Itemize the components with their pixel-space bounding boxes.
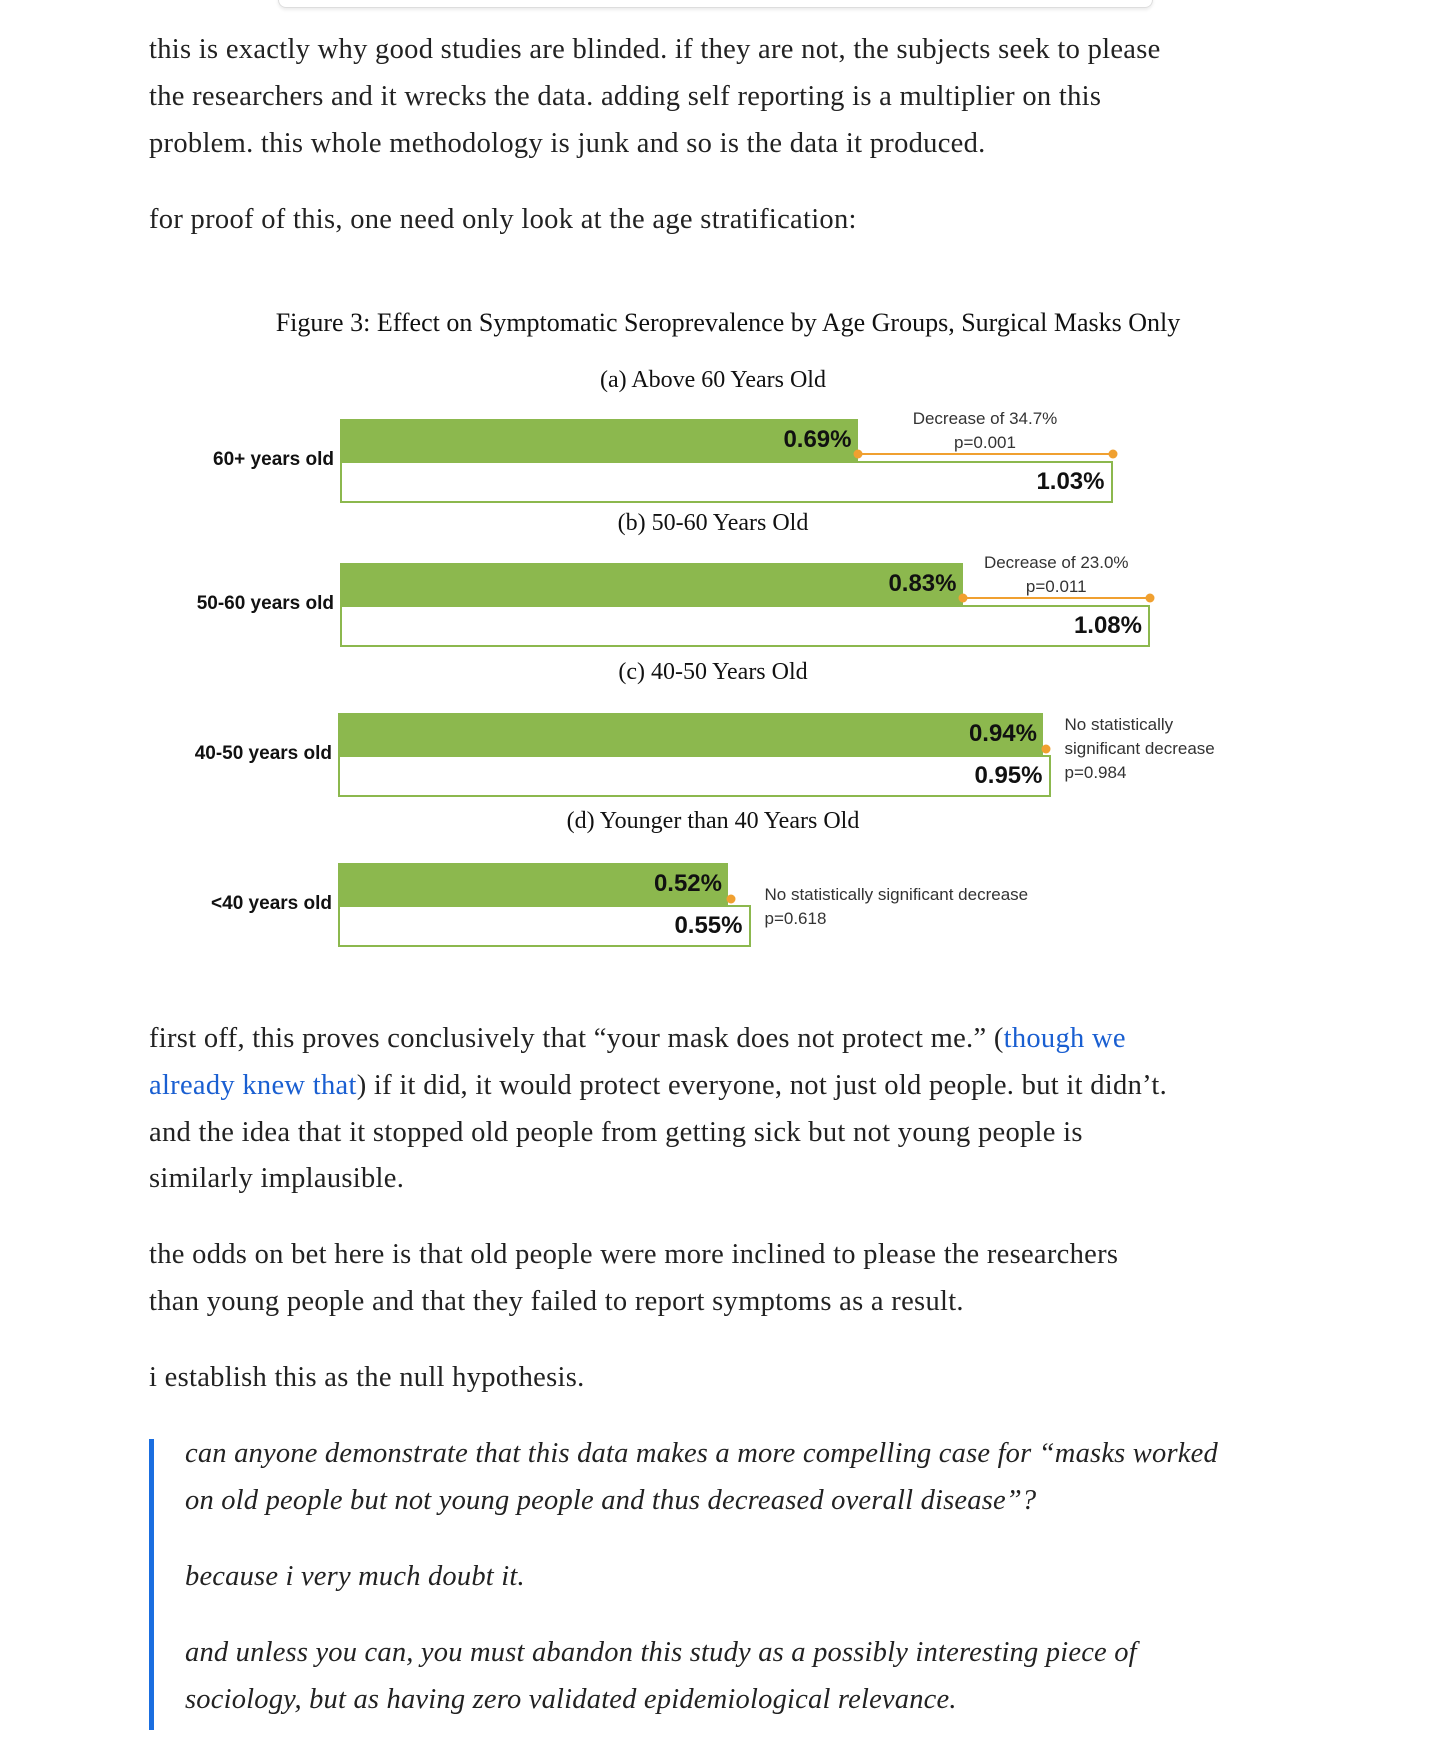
difference-marker xyxy=(1042,745,1051,754)
paragraph-line xyxy=(149,1023,1126,1055)
paragraph-line xyxy=(149,1070,1167,1102)
paragraph-line: i establish this as the null hypothesis. xyxy=(149,1362,585,1393)
paragraph-line: and the idea that it stopped old people from getting sick but not young people is xyxy=(149,1117,1083,1148)
significance-annotation: No statistically xyxy=(1064,715,1174,734)
control-value-label: 0.95% xyxy=(974,762,1043,789)
blockquote-line: because i very much doubt it. xyxy=(185,1561,525,1592)
panel-subtitle: (c) 40-50 Years Old xyxy=(618,659,808,685)
link-though-we-already-knew[interactable]: though we xyxy=(1003,1023,1126,1054)
treatment-value-label: 0.69% xyxy=(783,426,852,453)
treatment-bar xyxy=(340,563,963,605)
significance-annotation: Decrease of 34.7% xyxy=(912,409,1058,428)
treatment-value-label: 0.94% xyxy=(968,720,1037,747)
significance-annotation: p=0.618 xyxy=(764,909,827,928)
paragraph-line: for proof of this, one need only look at the age stratification: xyxy=(149,204,857,235)
category-label: 60+ years old xyxy=(213,449,334,470)
paragraph-line: than young people and that they failed to report symptoms as a result. xyxy=(149,1286,964,1317)
difference-marker xyxy=(1108,450,1117,459)
text: first off, this proves conclusively that “your mask does not protect me.” ( xyxy=(149,1023,1004,1054)
panel-subtitle: (a) Above 60 Years Old xyxy=(600,367,826,393)
treatment-bar xyxy=(340,419,858,461)
significance-annotation: No statistically significant decrease xyxy=(764,885,1029,904)
significance-annotation: p=0.001 xyxy=(954,433,1016,452)
blockquote-bar xyxy=(149,1439,154,1730)
difference-marker xyxy=(958,594,967,603)
significance-annotation: p=0.011 xyxy=(1025,577,1087,596)
significance-annotation: Decrease of 23.0% xyxy=(983,553,1129,572)
control-bar xyxy=(338,755,1051,797)
difference-marker xyxy=(853,450,862,459)
blockquote-line: and unless you can, you must abandon this study as a possibly interesting piece of xyxy=(185,1637,1137,1668)
category-label: 40-50 years old xyxy=(194,743,332,764)
embedded-card-bottom xyxy=(278,0,1153,8)
control-bar xyxy=(338,905,751,947)
treatment-bar xyxy=(338,863,728,905)
paragraph-line: this is exactly why good studies are blinded. if they are not, the subjects seek to please xyxy=(149,34,1161,65)
treatment-bar xyxy=(338,713,1043,755)
category-label: <40 years old xyxy=(211,893,332,914)
panel-subtitle: (b) 50-60 Years Old xyxy=(617,510,809,536)
control-value-label: 1.08% xyxy=(1073,612,1142,639)
category-label: 50-60 years old xyxy=(196,593,334,614)
difference-line xyxy=(963,597,1151,599)
panel-subtitle: (d) Younger than 40 Years Old xyxy=(566,808,860,834)
paragraph-line: similarly implausible. xyxy=(149,1163,405,1194)
treatment-value-label: 0.83% xyxy=(888,570,957,597)
blockquote-line: on old people but not young people and thus decreased overall disease”? xyxy=(185,1485,1037,1516)
chart-title: Figure 3: Effect on Symptomatic Seroprevalence by Age Groups, Surgical Masks Only xyxy=(275,308,1181,337)
blockquote-line: can anyone demonstrate that this data makes a more compelling case for “masks worked xyxy=(185,1438,1218,1469)
significance-annotation: significant decrease xyxy=(1064,739,1215,758)
paragraph-line: problem. this whole methodology is junk and so is the data it produced. xyxy=(149,128,986,159)
significance-annotation: p=0.984 xyxy=(1064,763,1127,782)
paragraph-line: the researchers and it wrecks the data. adding self reporting is a multiplier on this xyxy=(149,81,1102,112)
control-bar xyxy=(340,605,1150,647)
text: ) if it did, it would protect everyone, not just old people. but it didn’t. xyxy=(356,1070,1168,1101)
treatment-value-label: 0.52% xyxy=(653,870,722,897)
control-value-label: 0.55% xyxy=(674,912,743,939)
difference-marker xyxy=(727,895,736,904)
paragraph-line: the odds on bet here is that old people were more inclined to please the researchers xyxy=(149,1239,1119,1270)
control-bar xyxy=(340,461,1113,503)
control-value-label: 1.03% xyxy=(1036,468,1105,495)
difference-line xyxy=(858,453,1113,455)
link-though-we-already-knew[interactable]: already knew that xyxy=(149,1070,357,1101)
blockquote-line: sociology, but as having zero validated epidemiological relevance. xyxy=(185,1684,957,1715)
difference-marker xyxy=(1146,594,1155,603)
